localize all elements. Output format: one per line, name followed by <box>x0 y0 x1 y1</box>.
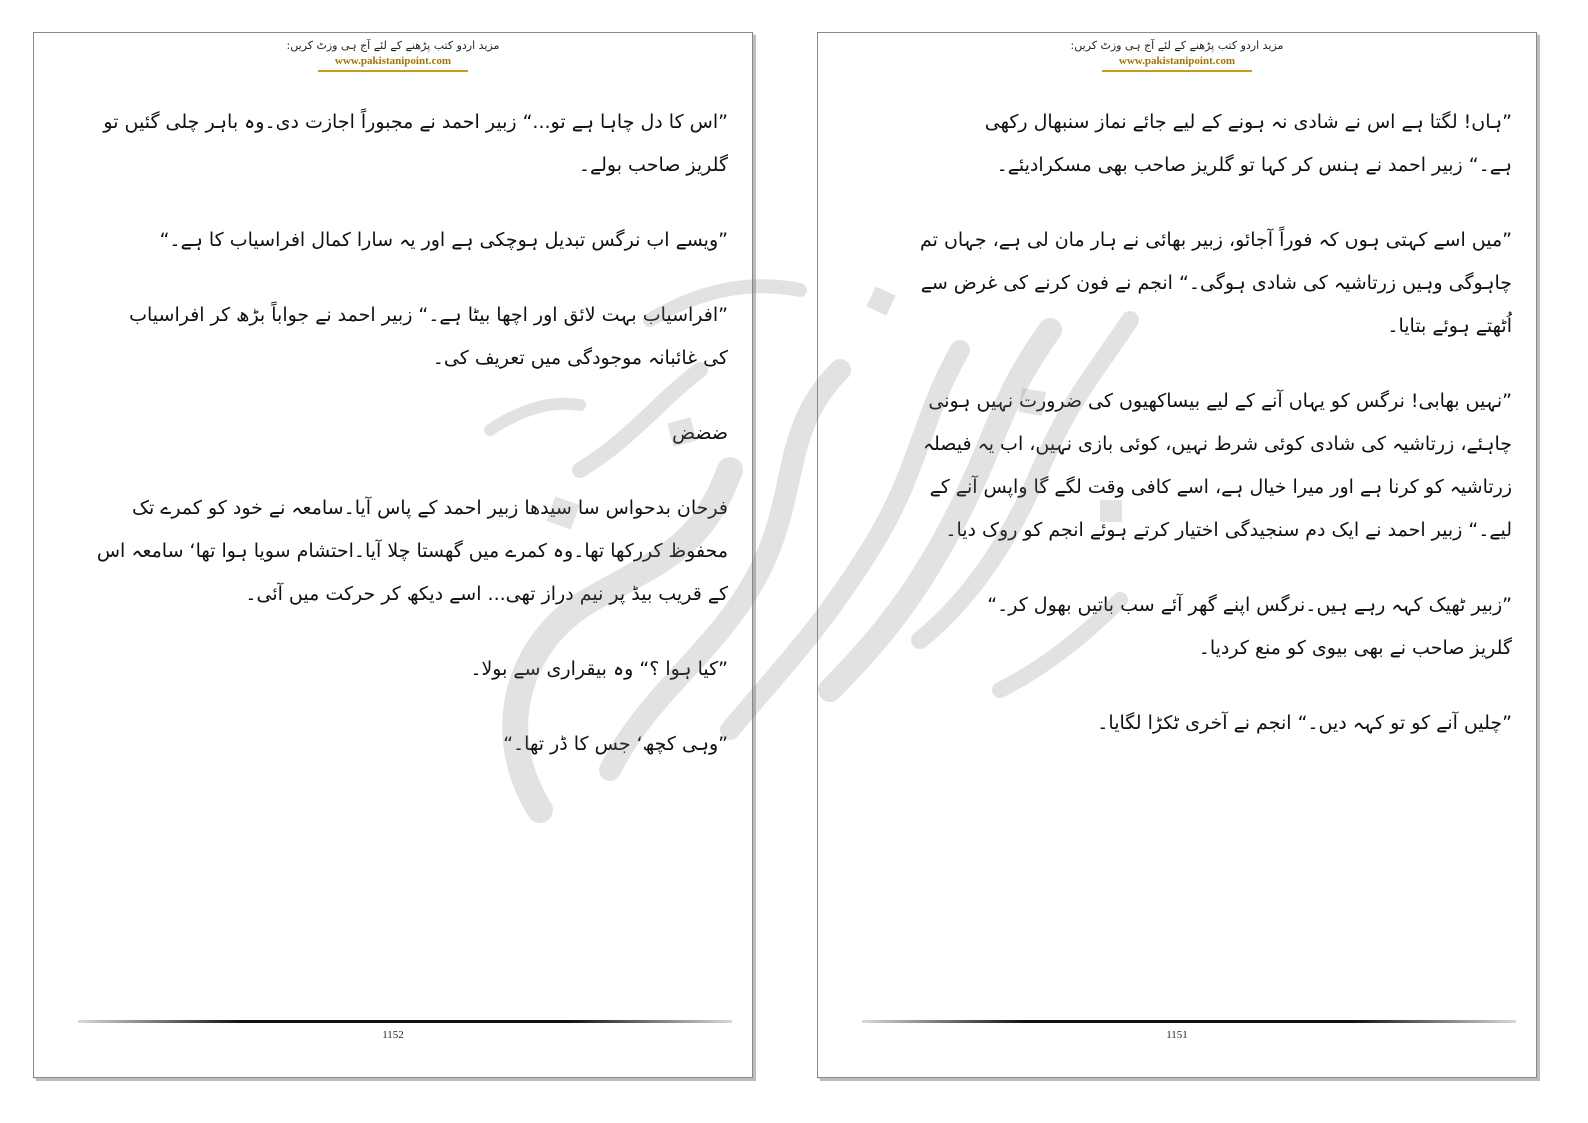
text-line: ”اس کا دل چاہا ہے تو...“ زبیر احمد نے مجبوراً اجازت دی۔وہ باہر چلی گئیں تو <box>103 111 728 133</box>
text-line: لیے۔“ زبیر احمد نے ایک دم سنجیدگی اختیار کرتے ہوئے انجم کو روک دیا۔ <box>945 519 1512 541</box>
text-line: کے قریب بیڈ پر نیم دراز تھی... اسے دیکھ کر حرکت میں آئی۔ <box>245 583 728 605</box>
page-header <box>34 39 752 72</box>
text-line: محفوظ کررکھا تھا۔وہ کمرے میں گھستا چلا آیا۔احتشام سویا ہوا تھا‘ سامعہ اس <box>96 540 728 562</box>
site-url: www.pakistanipoint.com <box>334 55 452 67</box>
text-line: چاہوگی وہیں زرتاشیہ کی شادی ہوگی۔“ انجم نے فون کرنے کی غرض سے <box>920 272 1512 294</box>
text-line: ”ہاں! لگتا ہے اس نے شادی نہ ہونے کے لیے جائے نماز سنبھال رکھی <box>984 111 1512 133</box>
page-header <box>818 39 1536 72</box>
text-line: ”میں اسے کہتی ہوں کہ فوراً آجائو، زبیر بھائی نے ہار مان لی ہے، جہاں تم <box>919 229 1512 251</box>
text-line: زرتاشیہ کو کرنا ہے اور میرا خیال ہے، اسے کافی وقت لگے گا واپس آنے کے <box>929 476 1512 498</box>
text-line: ہے۔“ زبیر احمد نے ہنس کر کہا تو گلریز صاحب بھی مسکرادیئے۔ <box>996 154 1512 176</box>
footer-rule <box>78 1020 732 1023</box>
text-line: ”افراسیاب بہت لائق اور اچھا بیٹا ہے۔“ زبیر احمد نے جواباً بڑھ کر افراسیاب <box>129 304 728 326</box>
text-line: ”وہی کچھ‘ جس کا ڈر تھا۔“ <box>503 733 728 755</box>
text-line: گلریز صاحب بولے۔ <box>578 154 728 176</box>
text-line: ”زبیر ٹھیک کہہ رہے ہیں۔نرگس اپنے گھر آئے سب باتیں بھول کر۔“ <box>987 594 1512 616</box>
header-rule <box>318 70 468 72</box>
text-line: ”نہیں بھابی! نرگس کو یہاں آنے کے لیے بیساکھیوں کی ضرورت نہیں ہونی <box>928 390 1512 412</box>
text-line: گلریز صاحب نے بھی بیوی کو منع کردیا۔ <box>1198 637 1512 659</box>
header-rule <box>1102 70 1252 72</box>
left-page <box>33 32 753 1078</box>
promo-text: مزید اردو کتب پڑھنے کے لئے آج ہی وزٹ کریں: <box>286 39 500 52</box>
page-number: 1152 <box>382 1029 404 1041</box>
text-line: کی غائبانہ موجودگی میں تعریف کی۔ <box>432 347 728 369</box>
text-line: ”کیا ہوا ؟“ وہ بیقراری سے بولا۔ <box>470 658 728 680</box>
text-line: ”چلیں آنے کو تو کہہ دیں۔“ انجم نے آخری ٹکڑا لگایا۔ <box>1097 712 1512 734</box>
right-page <box>817 32 1537 1078</box>
page-body-text <box>74 101 728 766</box>
site-url: www.pakistanipoint.com <box>1118 55 1236 67</box>
text-line: ”ویسے اب نرگس تبدیل ہوچکی ہے اور یہ سارا کمال افراسیاب کا ہے۔“ <box>159 229 728 251</box>
text-line: چاہئے، زرتاشیہ کی شادی کوئی شرط نہیں، کوئی بازی نہیں، اب یہ فیصلہ <box>922 433 1512 455</box>
section-break: ضضض <box>672 422 728 444</box>
page-number: 1151 <box>1166 1029 1188 1041</box>
promo-text: مزید اردو کتب پڑھنے کے لئے آج ہی وزٹ کریں: <box>1070 39 1284 52</box>
text-line: اُٹھتے ہوئے بتایا۔ <box>1387 315 1512 337</box>
text-line: فرحان بدحواس سا سیدھا زبیر احمد کے پاس آیا۔سامعہ نے خود کو کمرے تک <box>131 497 728 519</box>
footer-rule <box>862 1020 1516 1023</box>
page-body-text <box>858 101 1512 745</box>
